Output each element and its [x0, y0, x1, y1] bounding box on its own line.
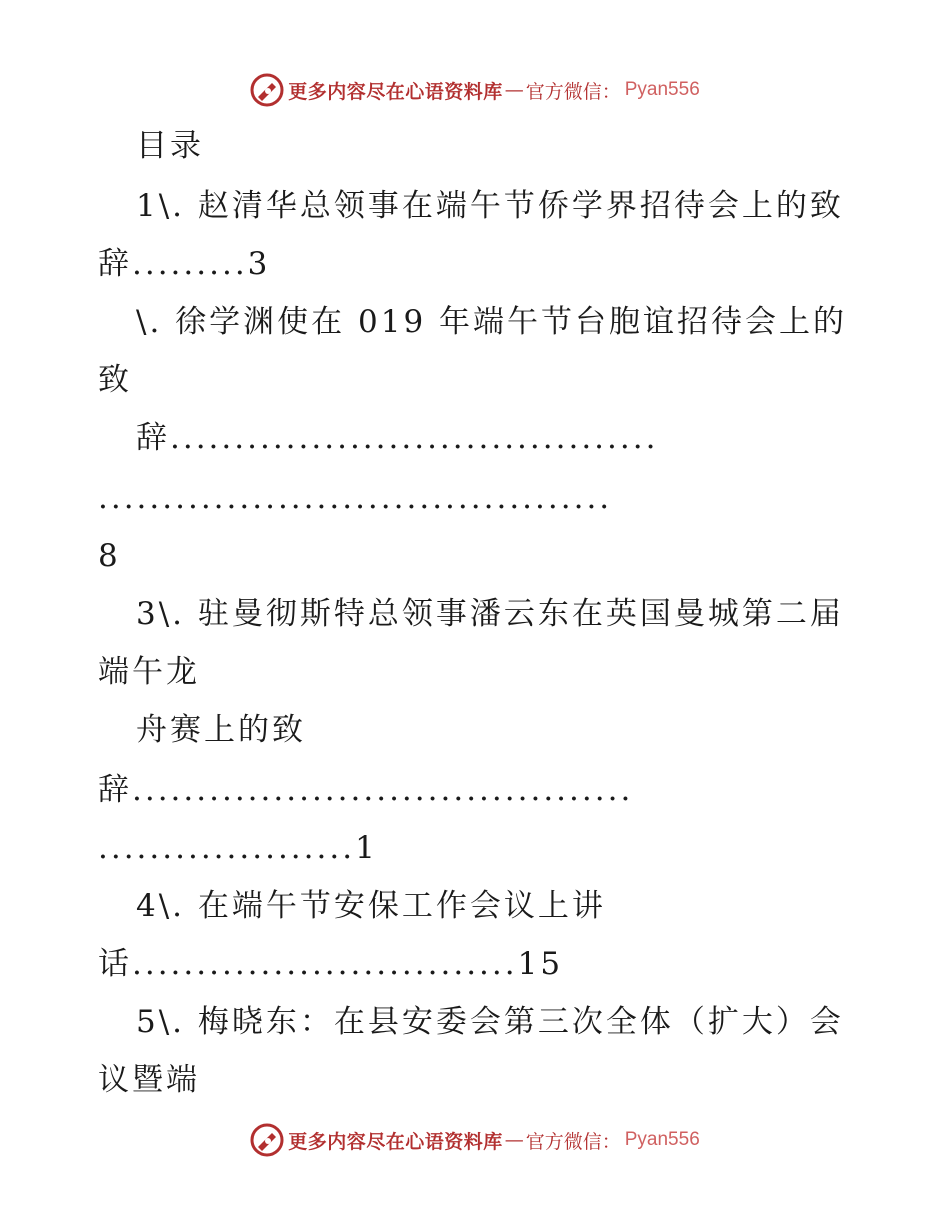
toc-line: 端午龙: [98, 654, 200, 690]
watermark-text: 更多内容尽在心语资料库: [288, 80, 503, 103]
pen-logo-icon: [250, 73, 284, 107]
watermark-wechat-id: Pyan556: [624, 1129, 700, 1150]
header-watermark: [0, 70, 950, 110]
toc-line: 3\. 驻曼彻斯特总领事潘云东在英国曼城第二届: [136, 596, 844, 632]
watermark-dash: —: [504, 1129, 524, 1151]
watermark-dash: —: [504, 79, 524, 101]
watermark-wechat-label: 官方微信：: [525, 1130, 621, 1153]
watermark-wechat-id: Pyan556: [624, 79, 700, 100]
toc-line: 辞.........3: [98, 246, 271, 282]
footer-watermark: [0, 1120, 950, 1160]
toc-line: 5\. 梅晓东：在县安委会第三次全体（扩大）会: [136, 1004, 844, 1040]
toc-line: 8: [98, 538, 121, 574]
watermark-text: 更多内容尽在心语资料库: [288, 1130, 503, 1153]
pen-logo-icon: [250, 1123, 284, 1157]
toc-line: \. 徐学渊使在 019 年端午节台胞谊招待会上的: [136, 304, 848, 340]
toc-line: 议暨端: [98, 1062, 200, 1098]
toc-line: 4\. 在端午节安保工作会议上讲: [136, 888, 606, 924]
toc-title: 目录: [136, 128, 204, 164]
toc-line: ....................1: [98, 830, 378, 866]
toc-line: 话..............................15: [98, 946, 564, 982]
toc-line: 辞......................................: [136, 420, 659, 456]
toc-line: ........................................: [98, 480, 613, 516]
toc-line: 辞.......................................: [98, 772, 634, 808]
toc-line: 致: [98, 362, 132, 398]
toc-line: 舟赛上的致: [136, 712, 306, 748]
toc-line: 1\. 赵清华总领事在端午节侨学界招待会上的致: [136, 188, 844, 224]
watermark-wechat-label: 官方微信：: [525, 80, 621, 103]
